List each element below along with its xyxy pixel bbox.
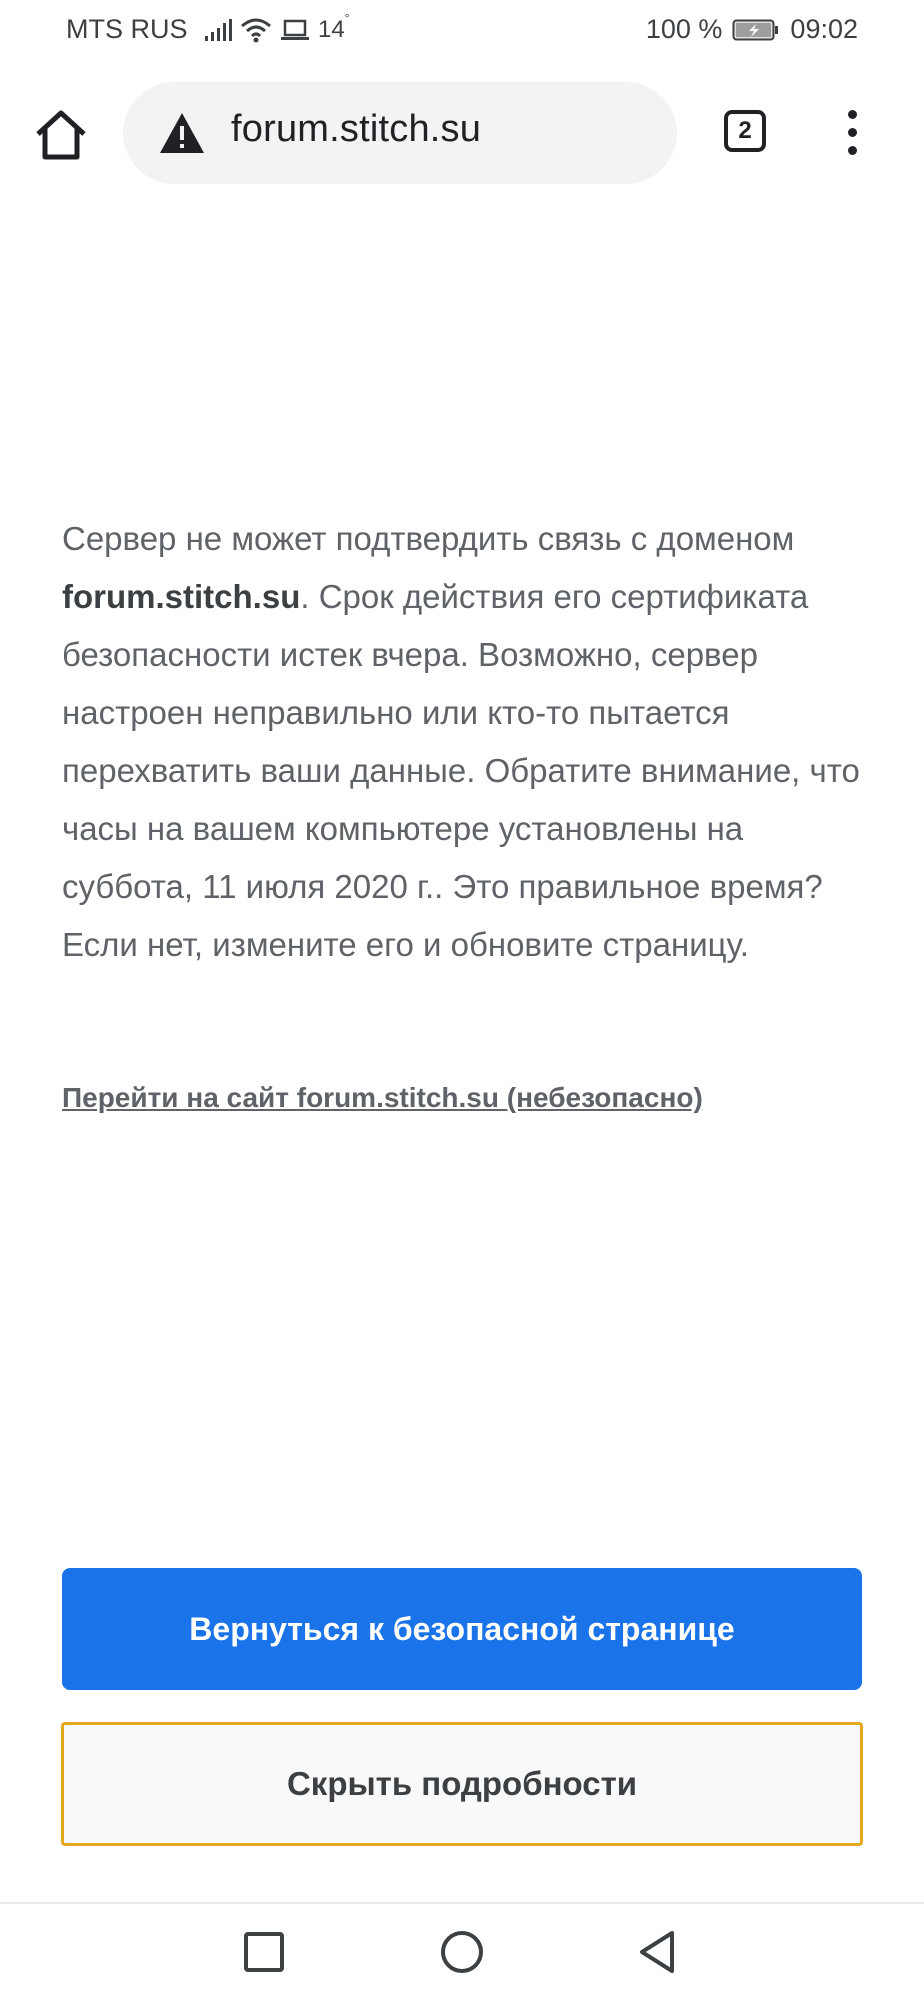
- temperature-value: 14: [318, 16, 345, 43]
- menu-dot: [848, 146, 857, 155]
- back-icon[interactable]: [634, 1928, 682, 1976]
- tab-switcher-button[interactable]: 2: [724, 110, 766, 152]
- error-details-text: [62, 510, 872, 974]
- menu-dot: [848, 128, 857, 137]
- status-right: [646, 14, 858, 45]
- recents-icon[interactable]: [240, 1928, 288, 1976]
- home-icon[interactable]: [30, 104, 92, 166]
- more-vert-icon[interactable]: [838, 110, 866, 162]
- laptop-icon: [280, 18, 310, 42]
- status-bar: [0, 0, 924, 64]
- warning-icon[interactable]: [159, 112, 205, 154]
- carrier-name: MTS RUS: [66, 14, 188, 44]
- back-to-safety-button[interactable]: Вернуться к безопасной странице: [62, 1568, 862, 1690]
- details-domain: forum.stitch.su: [62, 578, 301, 615]
- battery-level: 100 %: [645, 14, 723, 44]
- browser-toolbar: [0, 64, 924, 202]
- battery-charging-icon: [732, 18, 780, 42]
- omnibox[interactable]: [123, 82, 677, 184]
- status-icons: [204, 11, 350, 46]
- temperature: [318, 11, 350, 44]
- temperature-unit: °: [344, 11, 350, 25]
- hide-details-button[interactable]: Скрыть подробности: [61, 1722, 863, 1846]
- wifi-icon: [240, 17, 272, 43]
- signal-icon: [204, 18, 232, 42]
- system-navigation-bar: [0, 1902, 924, 2002]
- home-circle-icon[interactable]: [438, 1928, 486, 1976]
- details-text-after: . Срок действия его сертификата безопасности истек вчера. Возможно, сервер настроен неправильно или кто-то пытается перехватить ваши данные. Обратите внимание, что часы на вашем компьютере установлены на суббота, 11 июля 2020 г.. Это правильное время? Если нет, измените его и обновите страницу.: [62, 578, 860, 963]
- menu-dot: [848, 110, 857, 119]
- url-text[interactable]: forum.stitch.su: [231, 108, 482, 150]
- proceed-unsafe-link[interactable]: Перейти на сайт forum.stitch.su (небезопасно): [62, 1082, 703, 1113]
- clock: 09:02: [790, 14, 858, 44]
- details-text-before: Сервер не может подтвердить связь с доменом: [62, 520, 795, 557]
